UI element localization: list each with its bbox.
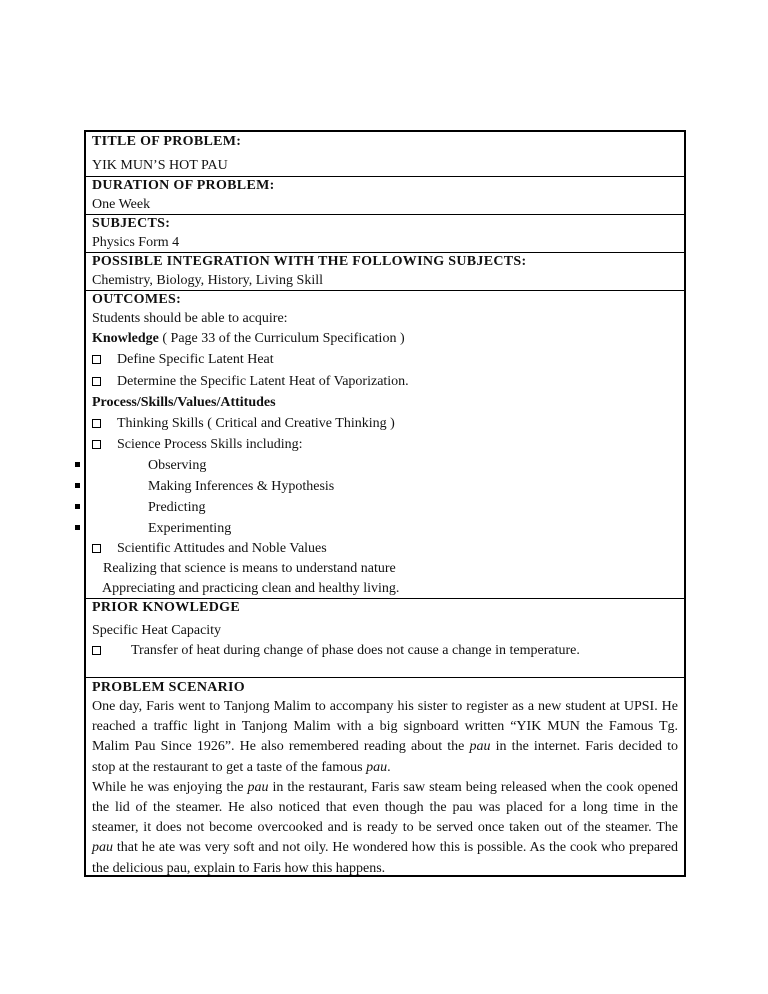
scenario-section <box>86 677 684 875</box>
checkbox-icon <box>92 646 101 655</box>
integration-section <box>86 252 684 290</box>
knowledge-item: Define Specific Latent Heat <box>92 349 678 371</box>
prior-knowledge-section <box>86 598 684 677</box>
scenario-paragraph-2: While he was enjoying the pau in the restaurant, Faris saw steam being released when the cook opened the lid of the steamer. He also noticed that even though the pau was placed for a long time in the steamer, it does not become overcooked and is ready to be served once taken out of the steamer. The pau that he ate was very soft and not oily. He wondered how this is possible. As the cook who prepared the delicious pau, explain to Faris how this happens. <box>92 779 678 876</box>
checkbox-icon <box>92 377 101 386</box>
skill-item: Observing <box>92 455 678 476</box>
scenario-heading: PROBLEM SCENARIO <box>92 680 245 695</box>
value-item: Appreciating and practicing clean and healthy living. <box>102 581 400 596</box>
subjects-heading: SUBJECTS: <box>92 216 171 231</box>
subjects-section <box>86 214 684 252</box>
process-label: Process/Skills/Values/Attitudes <box>92 395 276 410</box>
bullet-icon <box>75 483 80 488</box>
title-heading: TITLE OF PROBLEM: <box>92 134 242 149</box>
value-item: Realizing that science is means to understand nature <box>103 561 396 576</box>
checkbox-icon <box>92 355 101 364</box>
skill-item: Predicting <box>92 497 678 518</box>
prior-value: Specific Heat Capacity <box>92 623 222 638</box>
title-section <box>86 132 684 176</box>
knowledge-label: Knowledge <box>92 331 159 346</box>
skill-item: Experimenting <box>92 518 678 539</box>
process-skills-item: Science Process Skills including: <box>92 434 678 455</box>
checkbox-icon <box>92 419 101 428</box>
checkbox-icon <box>92 544 101 553</box>
prior-item: Transfer of heat during change of phase does not cause a change in temperature. <box>92 641 678 661</box>
subjects-value: Physics Form 4 <box>92 235 180 250</box>
skill-item: Making Inferences & Hypothesis <box>92 476 678 497</box>
duration-section <box>86 176 684 214</box>
outcomes-intro: Students should be able to acquire: <box>92 311 288 326</box>
problem-template-table <box>84 130 686 877</box>
knowledge-ref: ( Page 33 of the Curriculum Specification ) <box>158 331 405 346</box>
outcomes-section <box>86 290 684 598</box>
title-value: YIK MUN’S HOT PAU <box>92 158 228 173</box>
knowledge-line <box>92 329 678 349</box>
integration-heading: POSSIBLE INTEGRATION WITH THE FOLLOWING SUBJECTS: <box>92 254 527 269</box>
knowledge-item: Determine the Specific Latent Heat of Vaporization. <box>92 371 678 393</box>
thinking-skills-item: Thinking Skills ( Critical and Creative Thinking ) <box>92 413 678 434</box>
integration-value: Chemistry, Biology, History, Living Skill <box>92 273 324 288</box>
duration-value: One Week <box>92 197 151 212</box>
duration-heading: DURATION OF PROBLEM: <box>92 178 275 193</box>
prior-heading: PRIOR KNOWLEDGE <box>92 600 241 615</box>
checkbox-icon <box>92 440 101 449</box>
attitudes-item: Scientific Attitudes and Noble Values <box>92 539 678 559</box>
bullet-icon <box>75 462 80 467</box>
outcomes-heading: OUTCOMES: <box>92 292 182 307</box>
bullet-icon <box>75 525 80 530</box>
scenario-paragraph-1: One day, Faris went to Tanjong Malim to accompany his sister to register as a new student at UPSI. He reached a traffic light in Tanjong Malim with a big signboard written “YIK MUN the Famous Tg. Malim Pau Since 1926”. He also remembered reading about the pau in the internet. Faris decided to stop at the restaurant to get a taste of the famous pau. <box>92 699 678 775</box>
bullet-icon <box>75 504 80 509</box>
